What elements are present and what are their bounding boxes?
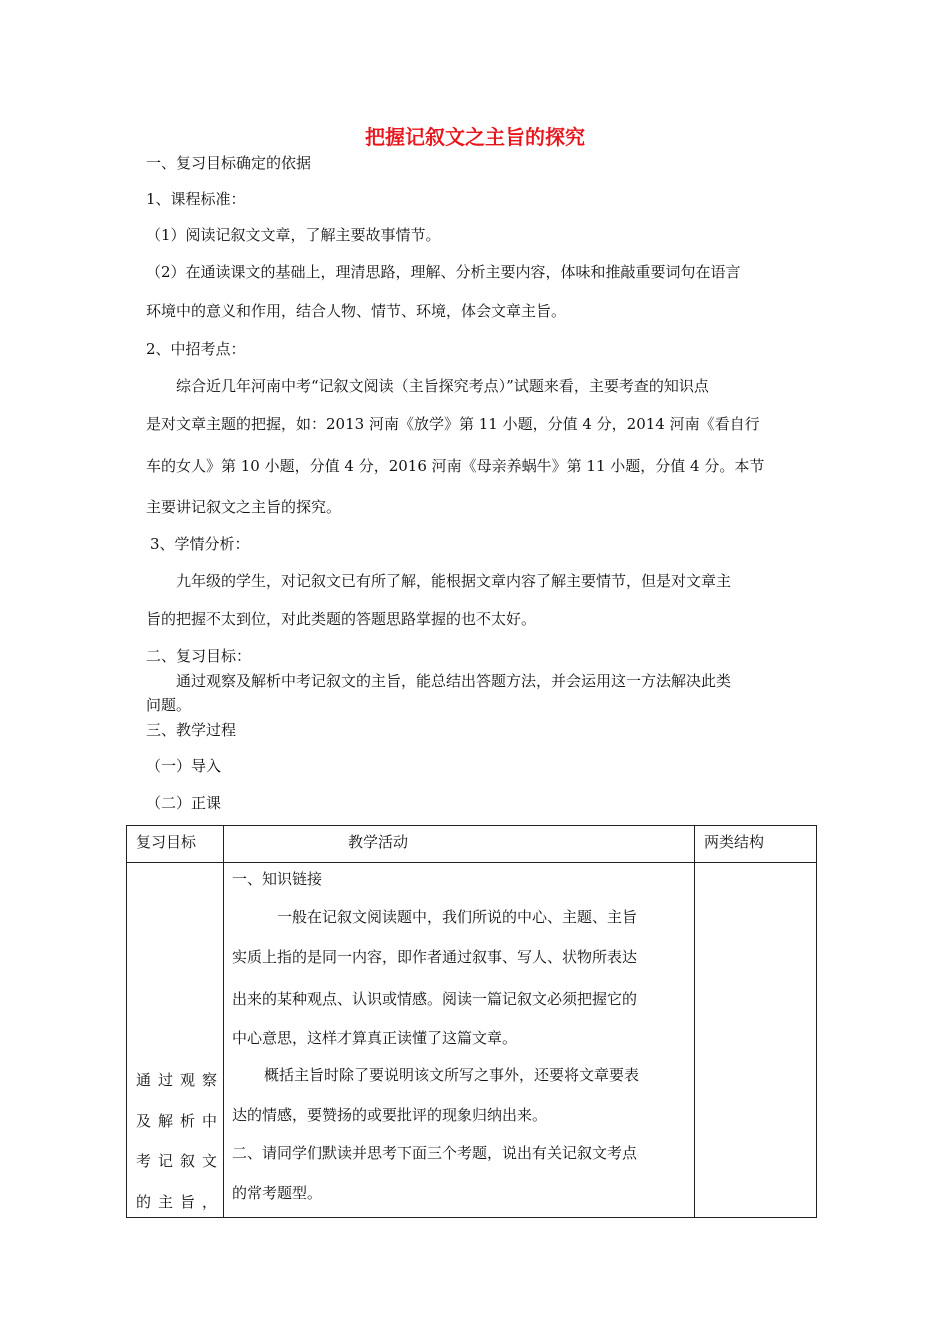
goal-line: 及解析中 xyxy=(136,1112,225,1130)
subheading-student-analysis: 3、学情分析： xyxy=(150,535,250,553)
activity-line: 实质上指的是同一内容，即作者通过叙事、写人、状物所表达 xyxy=(232,948,638,966)
paragraph-exam-line-1: 综合近几年河南中考“记叙文阅读（主旨探究考点）”试题来看，主要考查的知识点 xyxy=(176,377,709,395)
paragraph-analysis-line-2: 旨的把握不太到位，对此类题的答题思路掌握的也不太好。 xyxy=(146,610,537,628)
activity-line: 一、知识链接 xyxy=(232,870,323,888)
goal-line: 考记叙文 xyxy=(136,1152,225,1170)
activity-cell xyxy=(224,863,695,1218)
paragraph-analysis-line-1: 九年级的学生，对记叙文已有所了解，能根据文章内容了解主要情节，但是对文章主 xyxy=(176,572,732,590)
activity-line: 中心意思，这样才算真正读懂了这篇文章。 xyxy=(232,1029,518,1047)
paragraph-exam-line-2: 是对文章主题的把握，如：2013 河南《放学》第 11 小题，分值 4 分，2014 河南《看自行 xyxy=(146,415,760,433)
structure-cell xyxy=(695,863,817,1218)
paragraph-standard-2-line-2: 环境中的意义和作用，结合人物、情节、环境，体会文章主旨。 xyxy=(146,302,567,320)
section-heading-basis: 一、复习目标确定的依据 xyxy=(146,154,312,172)
table-header-row xyxy=(127,826,817,863)
goal-cell xyxy=(127,863,224,1218)
paragraph-goals-line-2: 问题。 xyxy=(146,696,192,714)
activity-line: 概括主旨时除了要说明该文所写之事外，还要将文章要表 xyxy=(264,1066,640,1084)
goal-line: 通过观察 xyxy=(136,1071,225,1089)
activity-line: 出来的某种观点、认识或情感。阅读一篇记叙文必须把握它的 xyxy=(232,990,638,1008)
paragraph-exam-line-4: 主要讲记叙文之主旨的探究。 xyxy=(146,498,342,516)
activity-line: 的常考题型。 xyxy=(232,1184,323,1202)
table-row xyxy=(127,863,817,1218)
paragraph-standard-2-line-1: （2）在通读课文的基础上，理清思路，理解、分析主要内容，体味和推敲重要词句在语言 xyxy=(146,263,741,281)
activity-line: 达的情感，要赞扬的或要批评的现象归纳出来。 xyxy=(232,1106,548,1124)
subheading-main-lesson: （二）正课 xyxy=(146,794,222,812)
document-title: 把握记叙文之主旨的探究 xyxy=(365,125,585,149)
table-header-cell xyxy=(695,826,817,863)
goal-line: 的主旨， xyxy=(136,1193,225,1211)
activity-line: 一般在记叙文阅读题中，我们所说的中心、主题、主旨 xyxy=(277,908,638,926)
subheading-introduction: （一）导入 xyxy=(146,757,222,775)
section-heading-review-goals: 二、复习目标： xyxy=(146,647,252,665)
header-teaching-activity: 教学活动 xyxy=(348,833,409,851)
paragraph-standard-1: （1）阅读记叙文文章，了解主要故事情节。 xyxy=(146,226,441,244)
section-heading-teaching-process: 三、教学过程 xyxy=(146,721,237,739)
header-two-structures: 两类结构 xyxy=(704,833,765,851)
header-review-goal: 复习目标 xyxy=(136,833,197,851)
lesson-plan-table xyxy=(126,825,817,1218)
subheading-curriculum-standard: 1、课程标准： xyxy=(146,190,246,208)
table-header-cell xyxy=(127,826,224,863)
paragraph-exam-line-3: 车的女人》第 10 小题，分值 4 分，2016 河南《母亲养蜗牛》第 11 小题，分值 4 分。本节 xyxy=(146,457,765,475)
paragraph-goals-line-1: 通过观察及解析中考记叙文的主旨，能总结出答题方法，并会运用这一方法解决此类 xyxy=(176,672,732,690)
subheading-exam-points: 2、中招考点： xyxy=(146,340,246,358)
table-header-cell xyxy=(224,826,695,863)
activity-line: 二、请同学们默读并思考下面三个考题，说出有关记叙文考点 xyxy=(232,1144,638,1162)
